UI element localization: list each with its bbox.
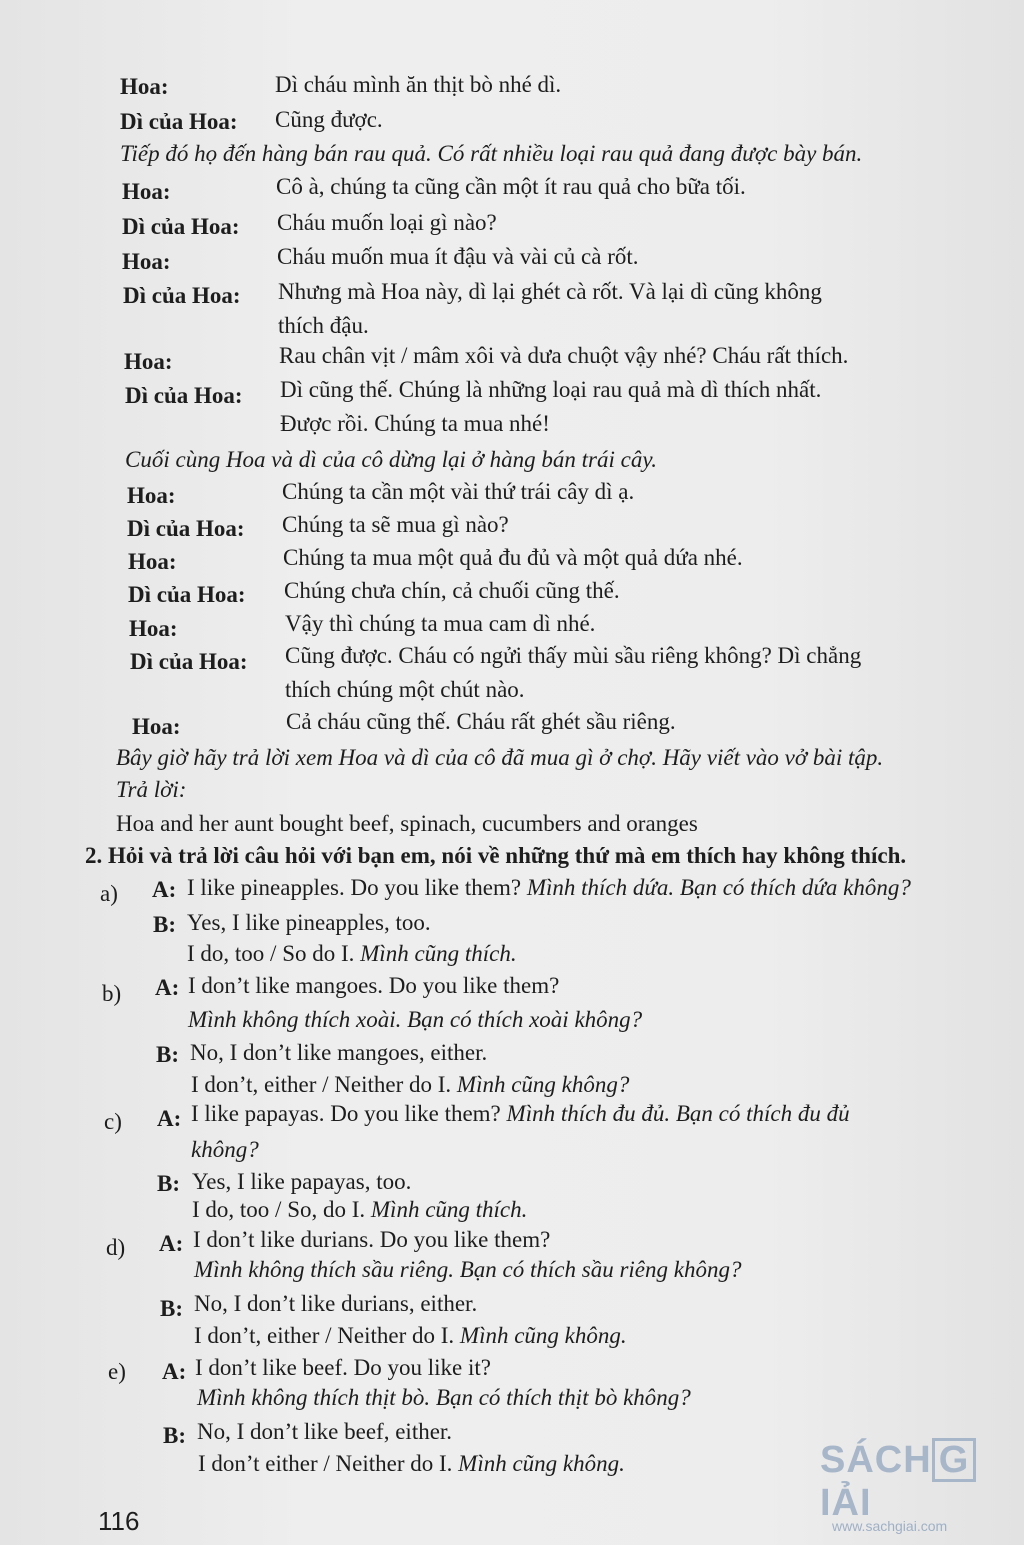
vietnamese-translation: Mình cũng không. bbox=[458, 1451, 625, 1476]
english-answer: I don’t, either / Neither do I. bbox=[194, 1323, 455, 1348]
english-answer: I don’t either / Neither do I. bbox=[198, 1451, 453, 1476]
english-question: I like pineapples. Do you like them? bbox=[187, 875, 522, 900]
a-label: A: bbox=[155, 975, 180, 1000]
exercise-label: b) bbox=[102, 981, 122, 1006]
speaker-label: Dì của Hoa: bbox=[128, 582, 246, 607]
exercise-label: e) bbox=[108, 1359, 126, 1384]
vietnamese-translation: Mình thích đu đủ. Bạn có thích đu đủ bbox=[506, 1101, 850, 1126]
exercise-text bbox=[194, 1322, 627, 1350]
vietnamese-translation: Mình cũng không. bbox=[459, 1323, 627, 1348]
a-label: A: bbox=[159, 1231, 184, 1256]
english-answer: I do, too / So do I. bbox=[187, 941, 355, 966]
english-answer: I don’t, either / Neither do I. bbox=[191, 1072, 452, 1097]
dialogue-line: Được rồi. Chúng ta mua nhé! bbox=[280, 411, 550, 436]
dialogue-line: thích đậu. bbox=[278, 313, 369, 338]
watermark-wordmark bbox=[820, 1438, 1020, 1525]
dialogue-line: thích chúng một chút nào. bbox=[285, 677, 525, 702]
dialogue-line: Chúng chưa chín, cả chuối cũng thế. bbox=[284, 578, 620, 603]
answer-text: Hoa and her aunt bought beef, spinach, cucumbers and oranges bbox=[116, 811, 698, 836]
speaker-label: Hoa: bbox=[127, 483, 176, 508]
exercise-text bbox=[192, 1196, 527, 1224]
vietnamese-translation: Mình cũng không? bbox=[456, 1072, 630, 1097]
english-answer: No, I don’t like beef, either. bbox=[197, 1419, 453, 1444]
vietnamese-translation: Mình thích dứa. Bạn có thích dứa không? bbox=[526, 875, 911, 900]
narration: Cuối cùng Hoa và dì của cô dừng lại ở hàng bán trái cây. bbox=[125, 447, 658, 472]
english-answer: Yes, I like pineapples, too. bbox=[187, 910, 431, 935]
dialogue-line: Chúng ta cần một vài thứ trái cây dì ạ. bbox=[282, 479, 635, 504]
b-label: B: bbox=[153, 912, 176, 937]
speaker-label: Hoa: bbox=[124, 349, 173, 374]
exercise-text bbox=[191, 1071, 629, 1099]
page-number: 116 bbox=[98, 1506, 140, 1536]
dialogue-line: Cháu muốn loại gì nào? bbox=[277, 210, 497, 235]
narration: Tiếp đó họ đến hàng bán rau quả. Có rất nhiều loại rau quả đang được bày bán. bbox=[120, 141, 863, 166]
a-label: A: bbox=[162, 1359, 187, 1384]
b-label: B: bbox=[160, 1296, 183, 1321]
english-question: I don’t like durians. Do you like them? bbox=[193, 1227, 551, 1252]
vietnamese-translation: Mình không thích thịt bò. Bạn có thích thịt bò không? bbox=[197, 1385, 691, 1410]
dialogue-line: Cũng được. bbox=[275, 107, 383, 132]
speaker-label: Hoa: bbox=[122, 179, 171, 204]
exercise-label: a) bbox=[100, 881, 118, 906]
dialogue-line: Rau chân vịt / mâm xôi và dưa chuột vậy nhé? Cháu rất thích. bbox=[279, 343, 849, 368]
vietnamese-translation: Mình cũng thích. bbox=[370, 1197, 528, 1222]
speaker-label: Dì của Hoa: bbox=[122, 214, 240, 239]
dialogue-line: Dì cháu mình ăn thịt bò nhé dì. bbox=[275, 72, 562, 97]
speaker-label: Hoa: bbox=[120, 74, 169, 99]
english-answer: No, I don’t like mangoes, either. bbox=[190, 1040, 488, 1065]
english-answer: No, I don’t like durians, either. bbox=[194, 1291, 478, 1316]
speaker-label: Dì của Hoa: bbox=[127, 516, 245, 541]
vietnamese-translation: Mình không thích xoài. Bạn có thích xoài không? bbox=[188, 1007, 643, 1032]
speaker-label: Hoa: bbox=[129, 616, 178, 641]
dialogue-line: Cả cháu cũng thế. Cháu rất ghét sầu riêng. bbox=[286, 709, 676, 734]
dialogue-line: Cũng được. Cháu có ngửi thấy mùi sầu riêng không? Dì chẳng bbox=[285, 643, 862, 668]
dialogue-line: Vậy thì chúng ta mua cam dì nhé. bbox=[285, 611, 596, 636]
speaker-label: Dì của Hoa: bbox=[120, 109, 238, 134]
watermark-logo bbox=[820, 1438, 1020, 1534]
exercise-label: d) bbox=[106, 1235, 126, 1260]
b-label: B: bbox=[156, 1042, 179, 1067]
dialogue-line: Nhưng mà Hoa này, dì lại ghét cà rốt. Và lại dì cũng không bbox=[278, 279, 822, 304]
speaker-label: Hoa: bbox=[132, 714, 181, 739]
english-question: I like papayas. Do you like them? bbox=[191, 1101, 501, 1126]
dialogue-line: Cháu muốn mua ít đậu và vài củ cà rốt. bbox=[277, 244, 639, 269]
vietnamese-translation: Mình không thích sầu riêng. Bạn có thích sầu riêng không? bbox=[194, 1257, 742, 1282]
answer-label: Trả lời: bbox=[116, 777, 187, 802]
vietnamese-translation: không? bbox=[191, 1137, 259, 1162]
speaker-label: Hoa: bbox=[122, 249, 171, 274]
a-label: A: bbox=[157, 1106, 182, 1131]
watermark-url: www.sachgiai.com bbox=[832, 1518, 948, 1534]
vietnamese-translation: Mình cũng thích. bbox=[360, 941, 517, 966]
speaker-label: Dì của Hoa: bbox=[130, 649, 248, 674]
b-label: B: bbox=[157, 1171, 180, 1196]
b-label: B: bbox=[163, 1423, 186, 1448]
watermark-box-letter: G bbox=[932, 1438, 977, 1482]
english-question: I don’t like beef. Do you like it? bbox=[195, 1355, 491, 1380]
watermark-left: SÁCH bbox=[820, 1439, 932, 1481]
section-heading: 2. Hỏi và trả lời câu hỏi với bạn em, nói về những thứ mà em thích hay không thích. bbox=[85, 843, 907, 868]
speaker-label: Dì của Hoa: bbox=[125, 383, 243, 408]
english-answer: Yes, I like papayas, too. bbox=[192, 1169, 412, 1194]
dialogue-line: Chúng ta sẽ mua gì nào? bbox=[282, 512, 509, 537]
exercise-label: c) bbox=[104, 1109, 122, 1134]
watermark-right: IẢI bbox=[820, 1482, 872, 1524]
instruction: Bây giờ hãy trả lời xem Hoa và dì của cô đã mua gì ở chợ. Hãy viết vào vở bài tập. bbox=[116, 745, 884, 770]
dialogue-line: Cô à, chúng ta cũng cần một ít rau quả cho bữa tối. bbox=[276, 174, 746, 199]
english-question: I don’t like mangoes. Do you like them? bbox=[188, 973, 560, 998]
a-label: A: bbox=[152, 877, 177, 902]
english-answer: I do, too / So, do I. bbox=[192, 1197, 366, 1222]
dialogue-line: Chúng ta mua một quả đu đủ và một quả dứa nhé. bbox=[283, 545, 743, 570]
exercise-text bbox=[187, 874, 911, 902]
speaker-label: Hoa: bbox=[128, 549, 177, 574]
dialogue-line: Dì cũng thế. Chúng là những loại rau quả mà dì thích nhất. bbox=[280, 377, 822, 402]
exercise-text bbox=[191, 1100, 850, 1128]
exercise-text bbox=[198, 1450, 625, 1478]
speaker-label: Dì của Hoa: bbox=[123, 283, 241, 308]
exercise-text bbox=[187, 940, 517, 968]
